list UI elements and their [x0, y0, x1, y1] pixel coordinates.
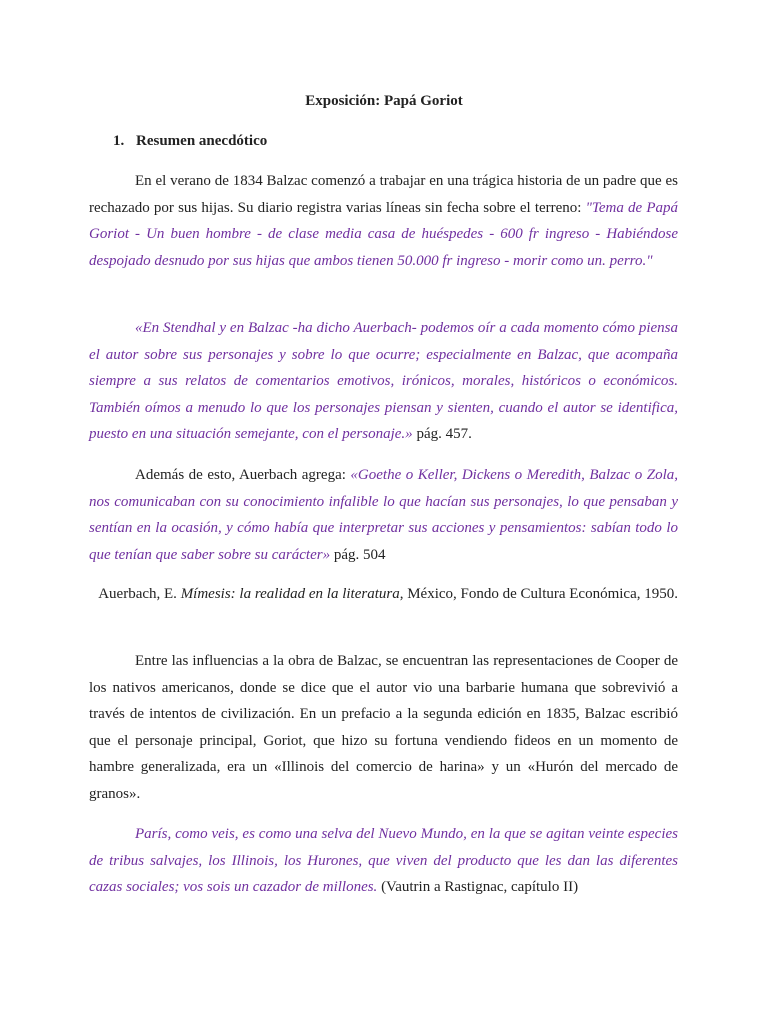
source-citation: [89, 581, 678, 608]
auerbach-quote: «En Stendhal y en Balzac -ha dicho Auerbach- podemos oír a cada momento cómo piensa el autor sobre sus personajes y sobre lo que ocurre; especialmente en Balzac, que acompaña siempre a sus relatos de comentarios emotivos, irónicos, morales, históricos o económicos. También oímos a menudo lo que los personajes piensan y sienten, cuando el autor se identifica, puesto en una situación semejante, con el personaje.»: [89, 320, 678, 443]
paragraph-text: En el verano de 1834 Balzac comenzó a trabajar en una trágica historia de un padre que es rechazado por sus hijas. Su diario registra varias líneas sin fecha sobre el terreno:: [89, 173, 678, 216]
page-reference: pág. 504: [330, 546, 386, 563]
paragraph-text: Entre las influencias a la obra de Balzac, se encuentran las representaciones de Cooper de los nativos americanos, donde se dice que el autor vio una barbarie humana que sobrevivió a través de intentos de civilización. En un prefacio a la segunda edición en 1835, Balzac escribió que el personaje principal, Goriot, que hizo su fortuna vendiendo fideos en un momento de hambre generalizada, era un «Illinois del comercio de harina» y un «Hurón del mercado de granos».: [89, 653, 678, 802]
paragraph-text: Además de esto, Auerbach agrega:: [135, 467, 351, 483]
paragraph-influences: [89, 648, 678, 808]
citation-publisher: , México, Fondo de Cultura Económica, 1950.: [399, 586, 678, 602]
section-heading: [113, 133, 267, 150]
section-number: 1.: [113, 133, 125, 149]
quote-attribution: (Vautrin a Rastignac, capítulo II): [377, 879, 579, 896]
citation-author: Auerbach, E.: [98, 586, 181, 602]
vautrin-quote: París, como veis, es como una selva del Nuevo Mundo, en la que se agitan veinte especies de tribus salvajes, los Illinois, los Hurones, que viven del producto que les dan las diferentes cazas sociales; vos sois un cazador de millones.: [89, 826, 678, 896]
paragraph-auerbach-quote: [89, 315, 678, 448]
auerbach-quote-2: «Goethe o Keller, Dickens o Meredith, Balzac o Zola, nos comunicaban con su conocimiento infalible lo que hacían sus personajes, lo que pensaban y sentían en la ocasión, y cómo había que interpretar sus acciones y pensamientos: sabían todo lo que tenían que saber sobre su carácter»: [89, 467, 678, 563]
diary-quote: "Tema de Papá Goriot - Un buen hombre - de clase media casa de huéspedes - 600 fr ingreso - Habiéndose despojado desnudo por sus hijas que ambos tienen 50.000 fr ingreso - morir como un. perro.": [89, 199, 678, 269]
paragraph-vautrin-quote: [89, 821, 678, 901]
document-title: Exposición: Papá Goriot: [305, 93, 463, 109]
section-label: Resumen anecdótico: [136, 133, 268, 149]
paragraph-summary: [89, 168, 678, 274]
paragraph-auerbach-addition: [89, 462, 678, 568]
page-reference: pág. 457.: [412, 426, 472, 443]
citation-work: Mímesis: la realidad en la literatura: [180, 586, 400, 602]
